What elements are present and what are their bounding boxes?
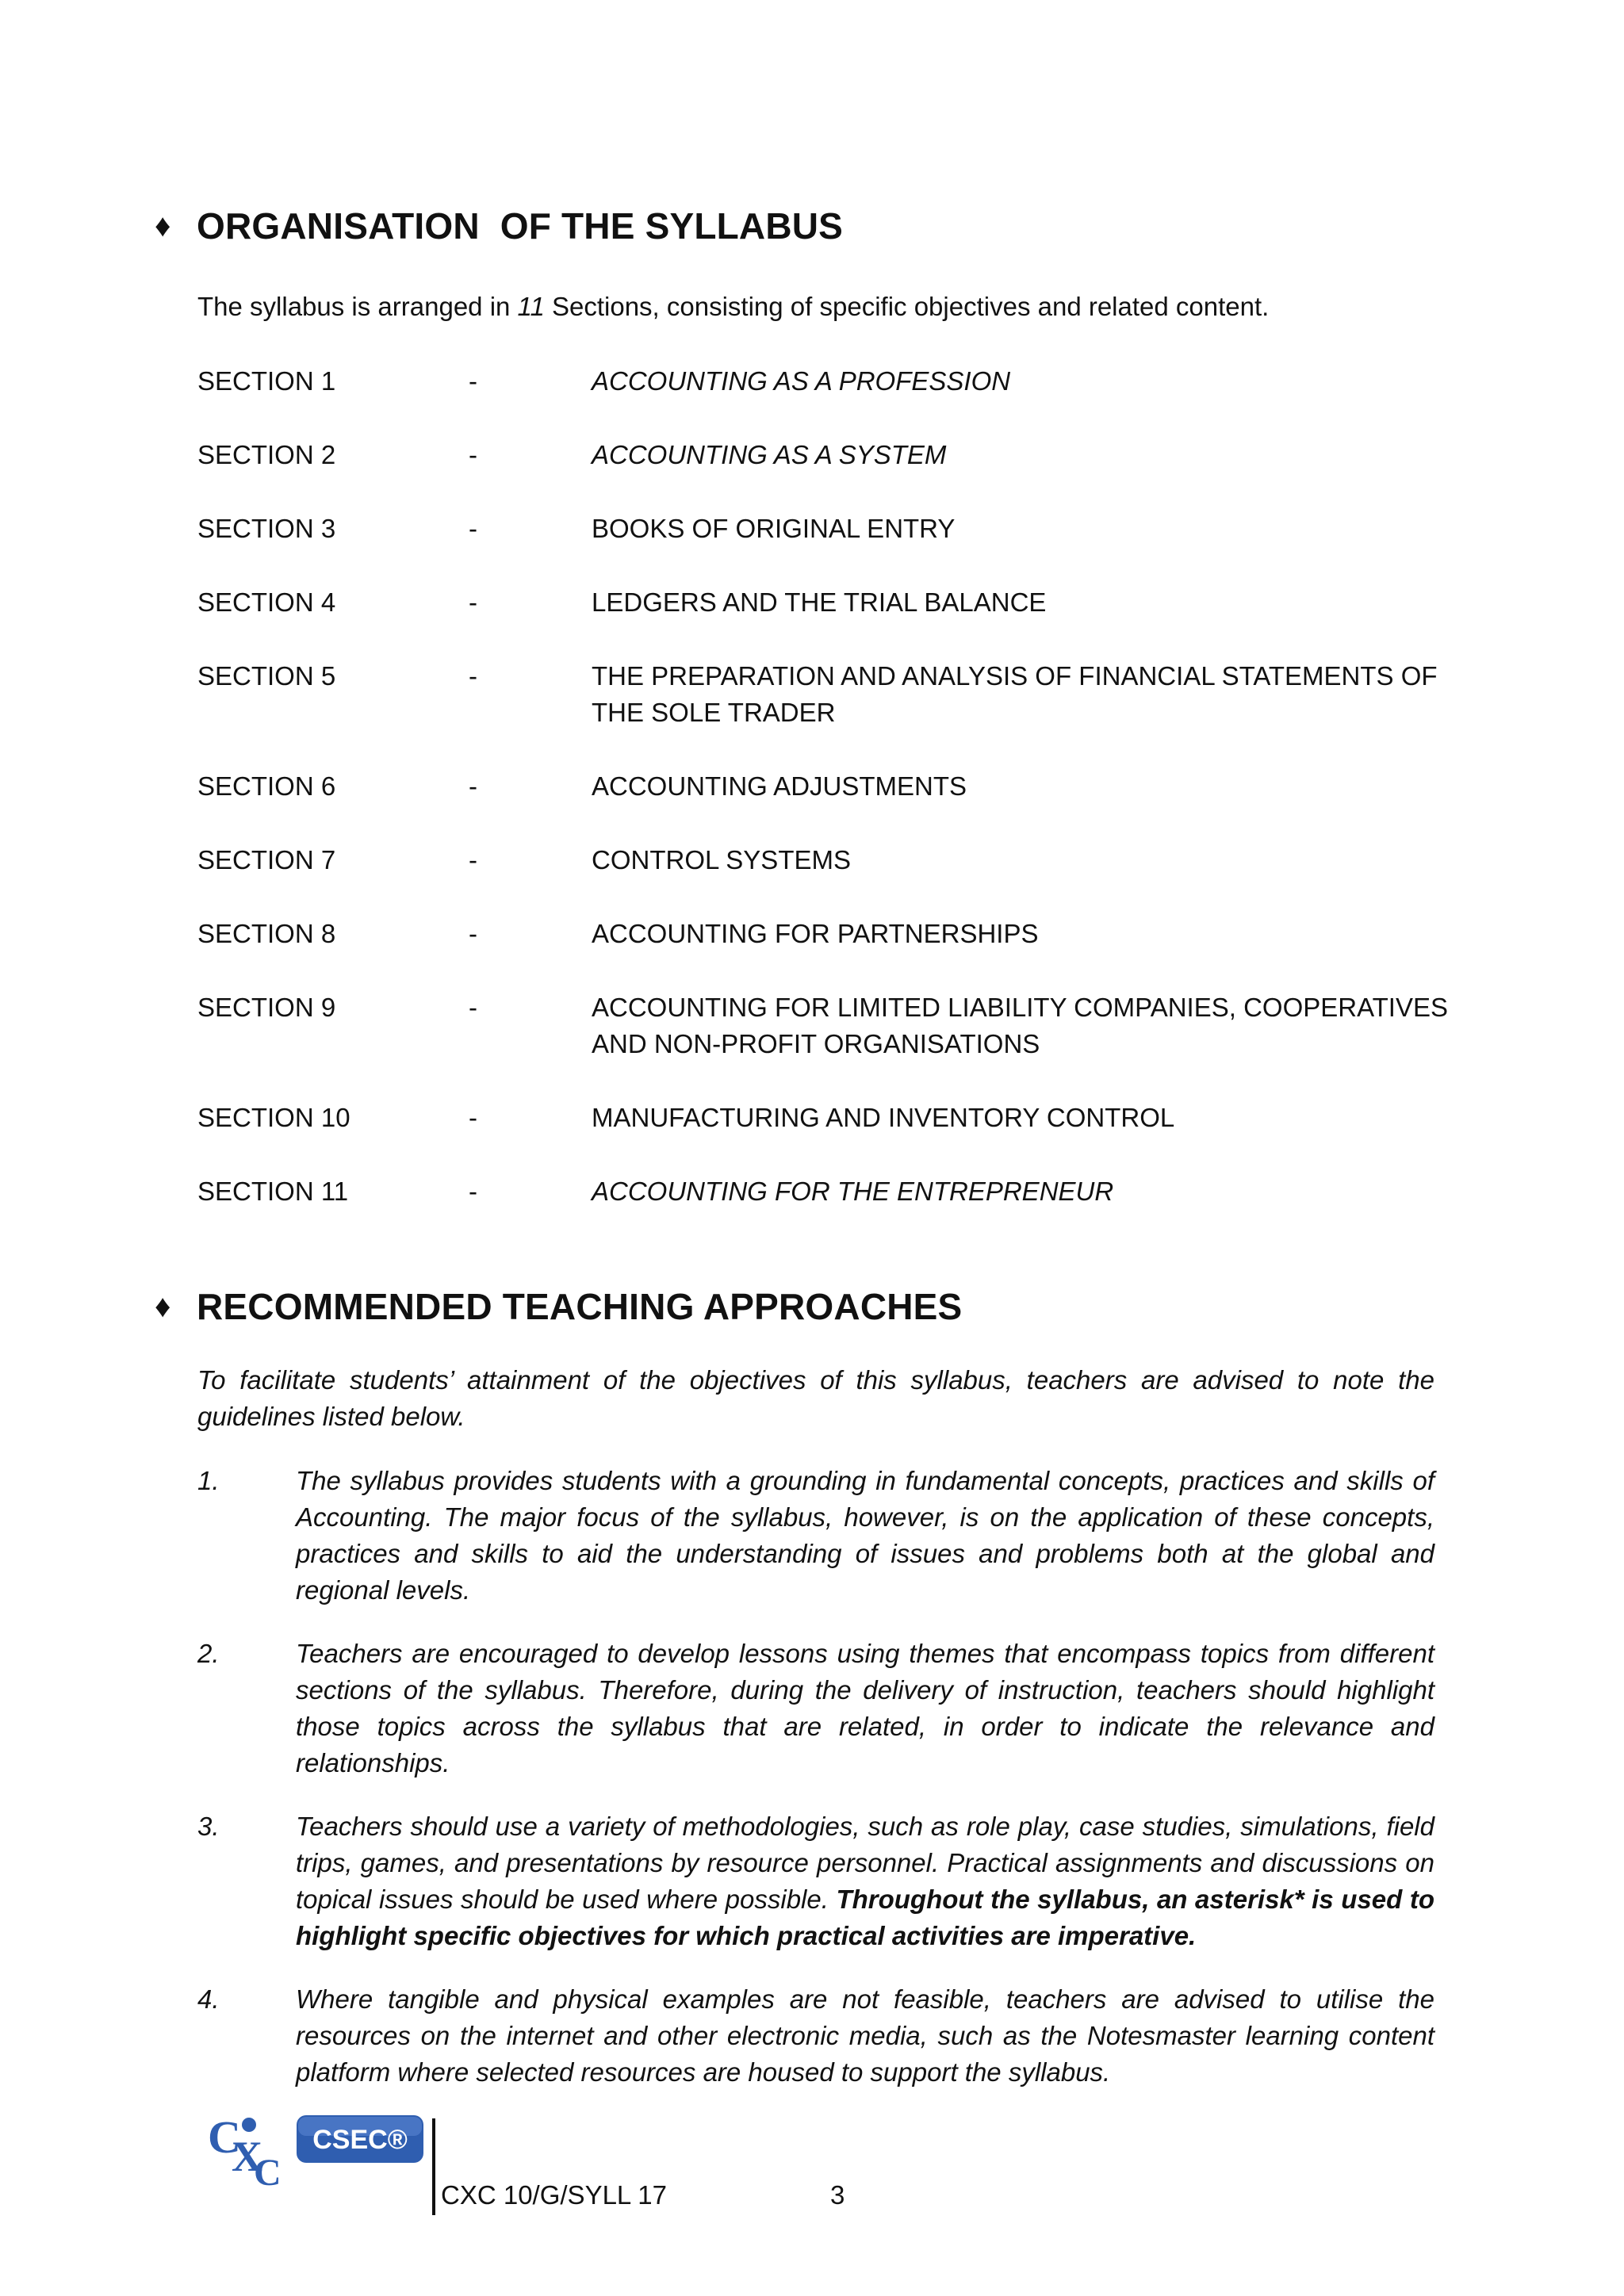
- section-dash: -: [469, 993, 477, 1022]
- section-number: SECTION 11: [197, 1177, 349, 1206]
- section-number: SECTION 6: [197, 771, 336, 801]
- section-title: ACCOUNTING AS A PROFESSION: [592, 366, 1011, 396]
- section-dash: -: [469, 919, 477, 948]
- teaching-intro: To facilitate students’ attainment of the objectives of this syllabus, teachers are advised to note the guidelines listed below.: [197, 1365, 1434, 1431]
- organisation-intro: [197, 292, 1269, 322]
- section-title: ACCOUNTING FOR THE ENTREPRENEUR: [592, 1177, 1114, 1206]
- item-number: 1.: [197, 1466, 220, 1495]
- section-row: [197, 768, 1434, 805]
- section-dash: -: [469, 514, 477, 543]
- diamond-bullet-icon: ♦: [155, 1288, 171, 1324]
- document-code: CXC 10/G/SYLL 17: [441, 2180, 667, 2210]
- teaching-item: [197, 1808, 1434, 1954]
- section-number: SECTION 4: [197, 587, 336, 617]
- section-row: [197, 842, 1434, 878]
- item-number: 4.: [197, 1984, 220, 2014]
- organisation-heading: [155, 205, 843, 247]
- teaching-heading: [155, 1285, 962, 1328]
- teaching-item: [197, 1463, 1434, 1609]
- teaching-item: [197, 1636, 1434, 1781]
- item-number: 2.: [197, 1639, 220, 1668]
- section-number: SECTION 7: [197, 845, 336, 874]
- section-title: ACCOUNTING FOR PARTNERSHIPS: [592, 919, 1039, 948]
- section-row: [197, 437, 1434, 473]
- teaching-heading-text: RECOMMENDED TEACHING APPROACHES: [197, 1286, 963, 1327]
- section-dash: -: [469, 1177, 477, 1206]
- section-number: SECTION 2: [197, 440, 336, 469]
- section-list: [197, 363, 1449, 1247]
- section-number: SECTION 3: [197, 514, 336, 543]
- section-number: SECTION 1: [197, 366, 336, 396]
- section-title: CONTROL SYSTEMS: [592, 845, 851, 874]
- section-title: ACCOUNTING FOR LIMITED LIABILITY COMPANIES, COOPERATIVES AND NON-PROFIT ORGANISATIONS: [592, 993, 1449, 1058]
- intro-text-start: The syllabus is arranged in: [197, 292, 518, 321]
- diamond-bullet-icon: ♦: [155, 208, 171, 243]
- page-number: 3: [830, 2180, 845, 2210]
- item-body: Teachers should use a variety of methodologies, such as role play, case studies, simulations, field trips, games, and presentations by resource personnel. Practical assignments and discussions on topical issues should be used where possible.: [296, 1812, 1434, 1914]
- section-dash: -: [469, 440, 477, 469]
- section-number: SECTION 10: [197, 1103, 350, 1132]
- section-row: [197, 584, 1434, 621]
- item-text: [296, 1636, 1434, 1781]
- section-row: [197, 511, 1434, 547]
- item-text: [296, 1808, 1434, 1954]
- section-dash: -: [469, 1103, 477, 1132]
- teaching-item: [197, 1981, 1434, 2091]
- csec-logo-text: CSEC®: [312, 2125, 408, 2155]
- section-number: SECTION 9: [197, 993, 336, 1022]
- footer-divider: [432, 2118, 435, 2215]
- teaching-list: [197, 1463, 1434, 2118]
- svg-text:C: C: [254, 2152, 282, 2188]
- intro-text-end: Sections, consisting of specific objectives and related content.: [544, 292, 1270, 321]
- section-number: SECTION 8: [197, 919, 336, 948]
- section-row: [197, 1100, 1434, 1136]
- section-dash: -: [469, 587, 477, 617]
- item-body: Where tangible and physical examples are not feasible, teachers are advised to utilise the resources on the internet and other electronic media, such as the Notesmaster learning content platform where selected resources are housed to support the syllabus.: [296, 1984, 1434, 2087]
- section-title: ACCOUNTING ADJUSTMENTS: [592, 771, 967, 801]
- cxc-csec-logo: [208, 2109, 430, 2188]
- item-number: 3.: [197, 1812, 220, 1841]
- item-emphasis: Throughout the syllabus, an asterisk* is used to highlight specific objectives for which practical activities are imperative.: [296, 1885, 1434, 1950]
- svg-text:X: X: [232, 2133, 262, 2180]
- section-title: MANUFACTURING AND INVENTORY CONTROL: [592, 1103, 1175, 1132]
- svg-text:C: C: [208, 2111, 241, 2163]
- item-body: Teachers are encouraged to develop lessons using themes that encompass topics from different sections of the syllabus. Therefore, during the delivery of instruction, teachers should highlight those topics across the syllabus that are related, in order to indicate the relevance and relationships.: [296, 1639, 1434, 1777]
- page-footer: [0, 2109, 1624, 2220]
- item-body: The syllabus provides students with a grounding in fundamental concepts, practices and skills of Accounting. The major focus of the syllabus, however, is on the application of these concepts, practices and skills to aid the understanding of issues and problems both at the global and regional levels.: [296, 1466, 1434, 1605]
- section-title: THE PREPARATION AND ANALYSIS OF FINANCIAL STATEMENTS OF THE SOLE TRADER: [592, 661, 1438, 727]
- section-row: [197, 1173, 1434, 1210]
- organisation-heading-text: ORGANISATION OF THE SYLLABUS: [197, 205, 844, 247]
- section-dash: -: [469, 845, 477, 874]
- section-dash: -: [469, 771, 477, 801]
- section-row: [197, 916, 1434, 952]
- section-title: BOOKS OF ORIGINAL ENTRY: [592, 514, 956, 543]
- section-number: SECTION 5: [197, 661, 336, 691]
- section-row: [197, 989, 1449, 1062]
- cxc-logo-icon: [208, 2109, 430, 2188]
- section-title: ACCOUNTING AS A SYSTEM: [592, 440, 947, 469]
- section-title: LEDGERS AND THE TRIAL BALANCE: [592, 587, 1047, 617]
- section-dash: -: [469, 661, 477, 691]
- section-row: [197, 658, 1438, 731]
- item-text: [296, 1981, 1434, 2091]
- item-text: [296, 1463, 1434, 1609]
- intro-section-count: 11: [517, 292, 545, 321]
- section-dash: -: [469, 366, 477, 396]
- section-row: [197, 363, 1434, 400]
